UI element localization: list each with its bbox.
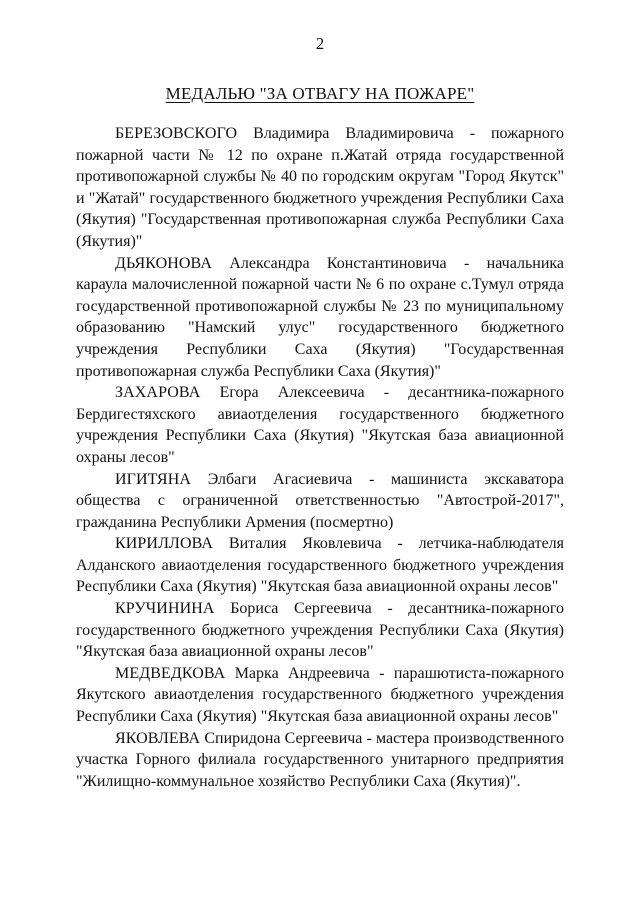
recipient-details: Спиридона Сергеевича - мастера производственного участка Горного филиала государственного унитарного предприятия "Жилищно-коммунальное хозяйство Республики Саха (Якутия)".	[76, 729, 565, 790]
recipient-surname: МЕДВЕДКОВА	[115, 664, 226, 682]
recipient-details: Бориса Сергеевича - десантника-пожарного государственного бюджетного учреждения Республики Саха (Якутия) "Якутская база авиационной охраны лесов"	[76, 600, 564, 661]
recipient-details: Марка Андреевича - парашютиста-пожарного Якутского авиаотделения государственного бюджетного учреждения Республики Саха (Якутия) "Якутская база авиационной охраны лесов"	[76, 664, 564, 726]
recipient-surname: КИРИЛЛОВА	[115, 535, 214, 553]
recipient-surname: ЯКОВЛЕВА	[115, 729, 201, 747]
award-recipients-list	[76, 123, 564, 792]
recipient-surname: БЕРЕЗОВСКОГО	[115, 125, 238, 142]
section-heading: МЕДАЛЬЮ "ЗА ОТВАГУ НА ПОЖАРЕ"	[165, 84, 475, 103]
recipient-entry	[76, 469, 564, 534]
recipient-details: Владимира Владимировича - пожарного пожарной части № 12 по охране п.Жатай отряда государственной противопожарной службы № 40 по городским округам "Город Якутск" и "Жатай" государственного бюджетного учреждения Республики Саха (Якутия) "Государственная противопожарная служба Республики Саха (Якутия)"	[76, 125, 565, 250]
recipient-entry	[76, 728, 564, 793]
recipient-details: Виталия Яковлевича - летчика-наблюдателя Алданского авиаотделения государственного бюджетного учреждения Республики Саха (Якутия) "Якутская база авиационной охраны лесов"	[76, 535, 565, 596]
recipient-entry	[76, 253, 564, 383]
recipient-surname: ЗАХАРОВА	[115, 384, 201, 402]
recipient-surname: ИГИТЯНА	[115, 470, 192, 488]
recipient-entry	[76, 598, 564, 663]
recipient-details: Элбаги Агасиевича - машиниста экскаватора общества с ограниченной ответственностью "Автострой-2017", гражданина Республики Армения (посмертно)	[76, 470, 565, 531]
recipient-entry	[76, 663, 564, 728]
recipient-entry	[76, 123, 564, 253]
recipient-entry	[76, 533, 564, 598]
recipient-surname: КРУЧИНИНА	[115, 600, 215, 618]
recipient-entry	[76, 382, 564, 468]
page-number: 2	[315, 34, 325, 53]
recipient-details: Егора Алексеевича - десантника-пожарного Бердигестяхского авиаотделения государственного бюджетного учреждения Республики Саха (Якутия) "Якутская база авиационной охраны лесов"	[76, 384, 565, 466]
recipient-details: Александра Константиновича - начальника караула малочисленной пожарной части № 6 по охране с.Тумул отряда государственной противопожарной службы № 23 по муниципальному образованию "Намский улус" государственного бюджетного учреждения Республики Саха (Якутия) "Государственная противопожарная служба Республики Саха (Якутия)"	[76, 254, 565, 380]
recipient-surname: ДЬЯКОНОВА	[115, 254, 212, 272]
